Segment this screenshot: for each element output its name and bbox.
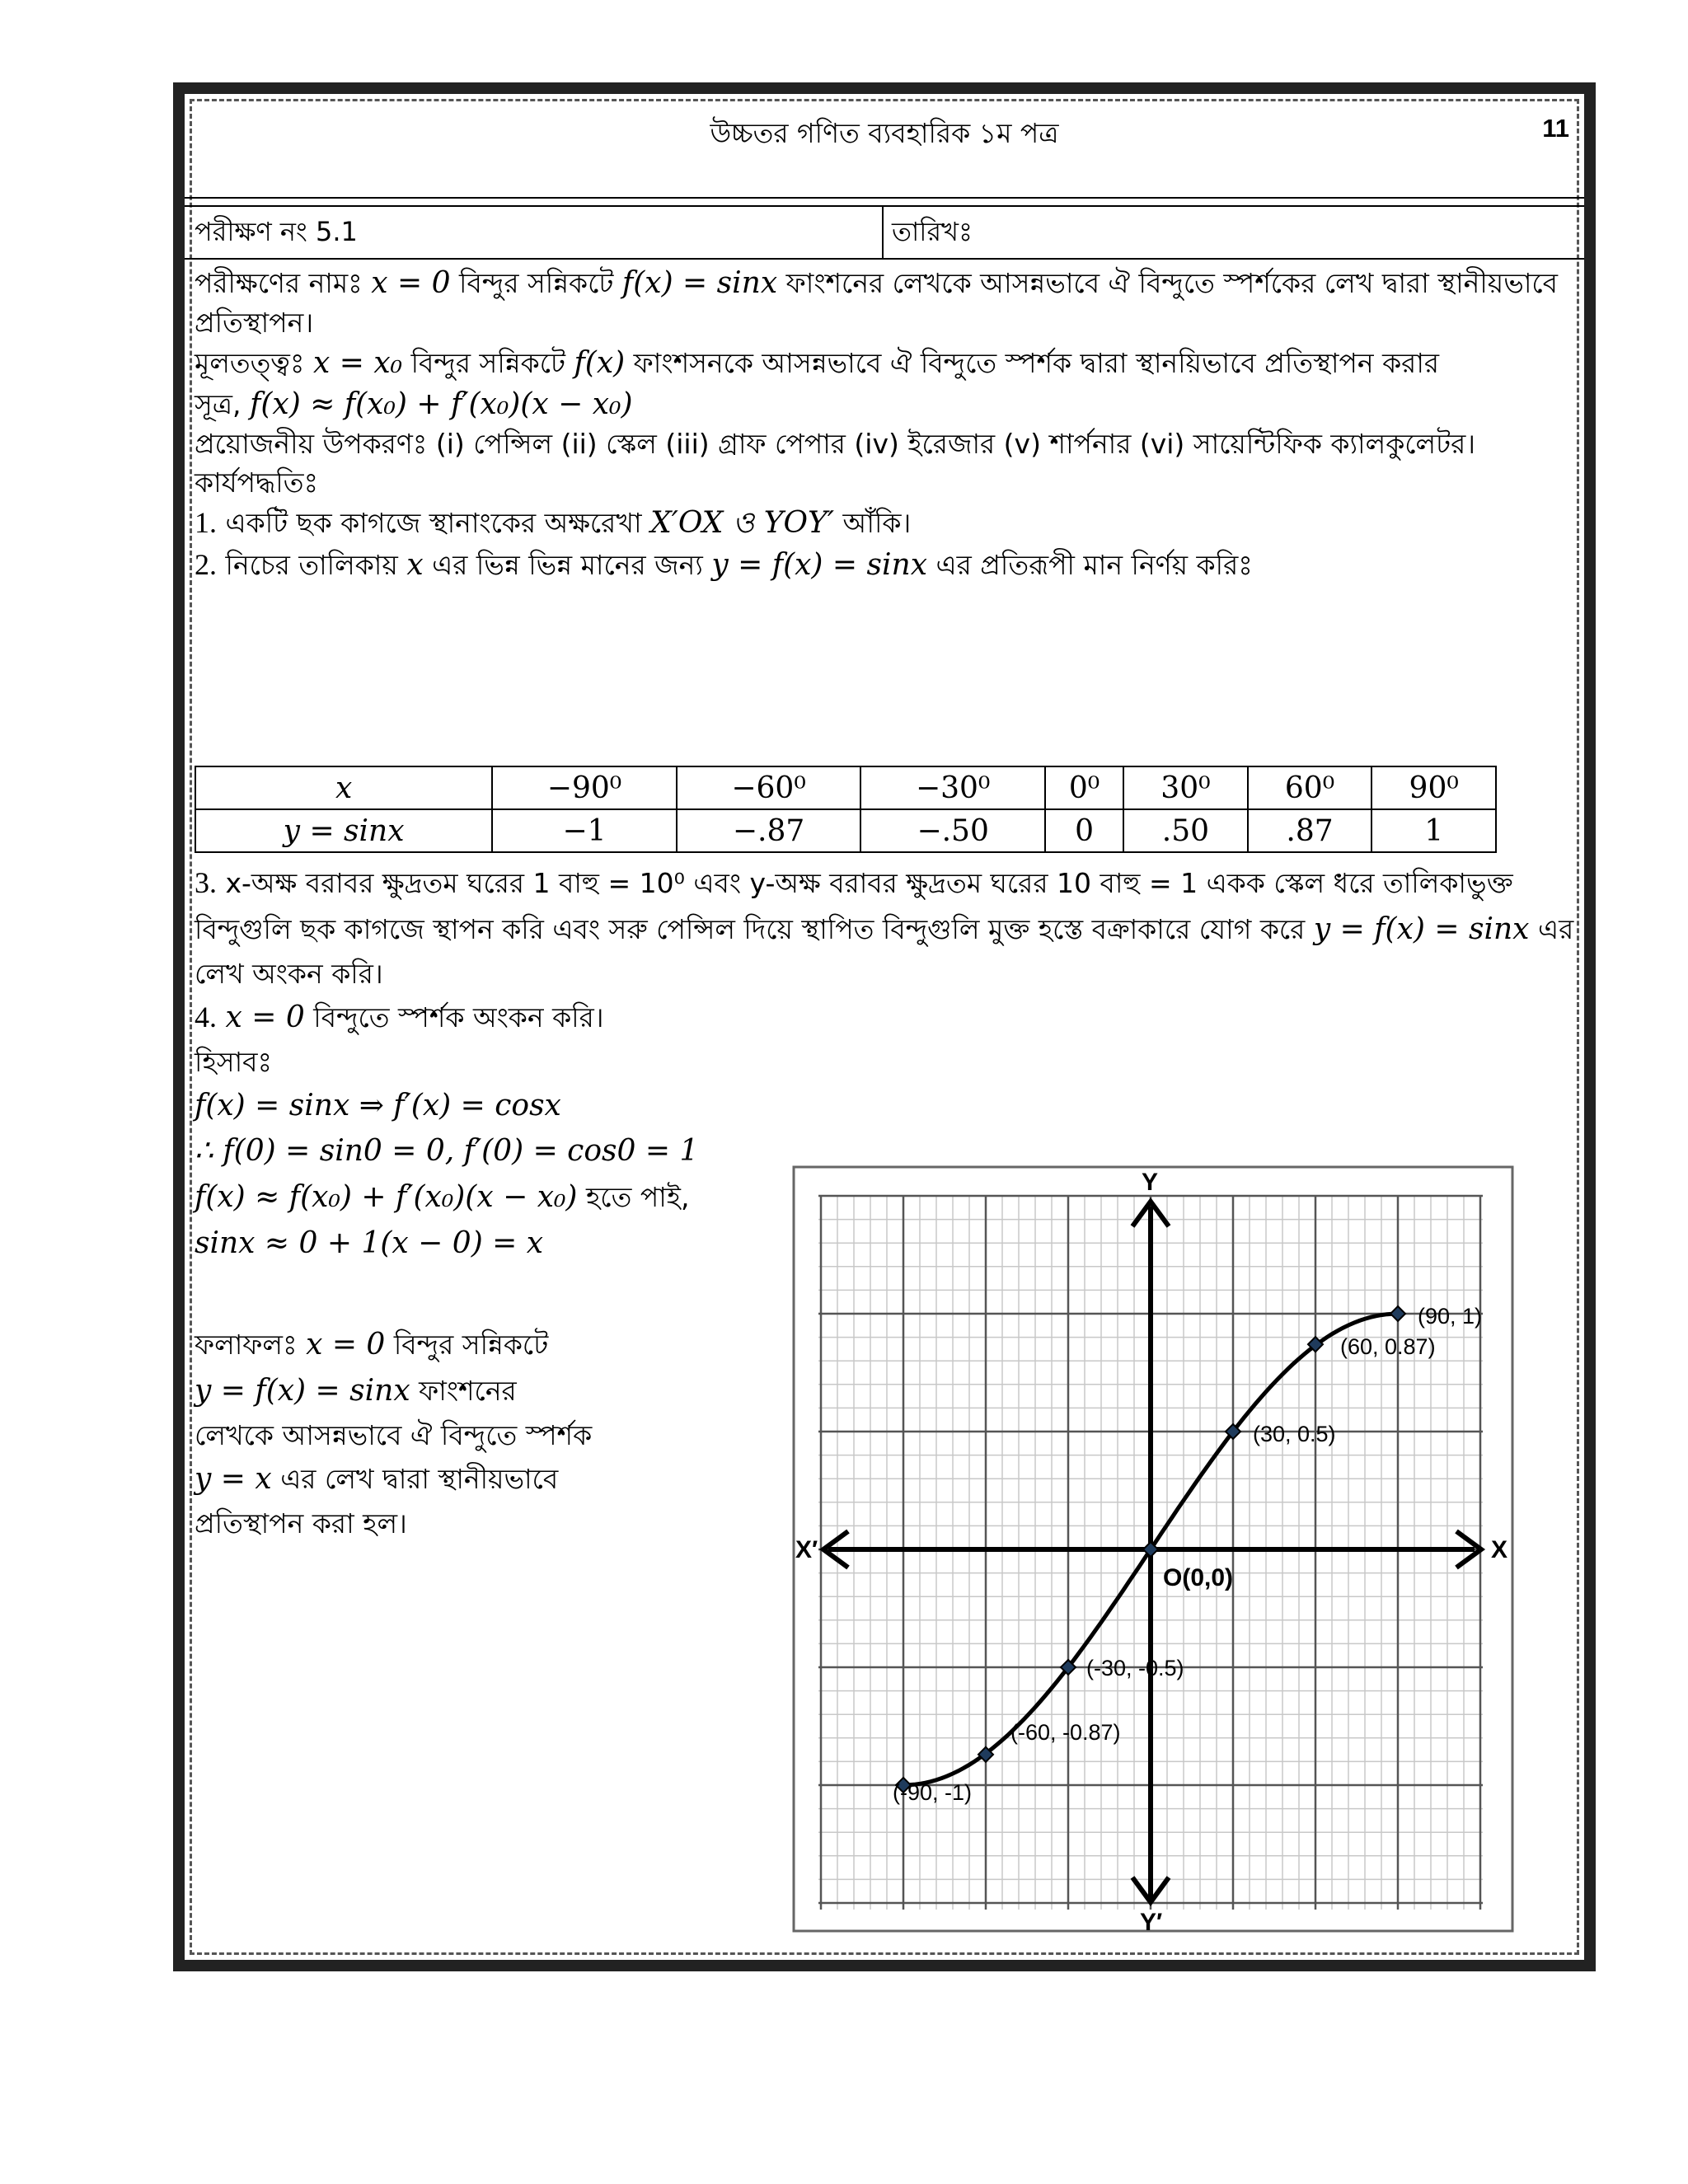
- result-eq2: y = f(x) = sinx: [195, 1373, 410, 1408]
- formula-line: [195, 384, 1574, 425]
- data-point-label: (30, 0.5): [1253, 1422, 1336, 1446]
- axis-label-x-neg: X′: [795, 1536, 818, 1563]
- theory-eq: x = x₀: [313, 345, 403, 380]
- name-eq2: f(x) = sinx: [621, 266, 778, 300]
- table-cell: −.50: [860, 809, 1045, 852]
- step2-x: x: [406, 548, 424, 583]
- table-head-x: x: [195, 766, 492, 809]
- page-title: উচ্চতর গণিত ব্যবহারিক ১ম পত্র: [710, 117, 1059, 149]
- step-3: [195, 860, 1574, 995]
- page-header: [185, 94, 1584, 199]
- data-point-label: (-90, -1): [893, 1780, 973, 1805]
- data-point-label: (-30, -0.5): [1086, 1656, 1184, 1680]
- result-text2: ফাংশনের: [419, 1374, 517, 1407]
- axis-label-y-neg: Y′: [1140, 1909, 1163, 1934]
- name-rest: ফাংশনের লেখকে আসন্নভাবে ঐ বিন্দুতে স্পর্শকের লেখ দ্বারা স্থানীয়ভাবে প্রতিস্থাপন।: [195, 267, 1559, 340]
- axis-label-y: Y: [1142, 1169, 1159, 1196]
- step3-eq: y = f(x) = sinx: [1313, 912, 1530, 946]
- step4-number: 4.: [195, 1000, 217, 1033]
- table-cell: 90⁰: [1372, 766, 1496, 809]
- step2-eq: y = f(x) = sinx: [711, 548, 928, 583]
- table-cell: 60⁰: [1248, 766, 1372, 809]
- axis-label-x: X: [1491, 1536, 1508, 1563]
- data-point-label: (90, 1): [1418, 1304, 1483, 1329]
- result-text3: লেখকে আসন্নভাবে ঐ বিন্দুতে স্পর্শক: [195, 1418, 593, 1451]
- name-prefix: পরীক্ষণের নামঃ: [195, 267, 363, 299]
- calc-heading: হিসাবঃ: [195, 1045, 273, 1078]
- data-point-label: (-60, -0.87): [1010, 1719, 1121, 1745]
- step-4: [195, 995, 1574, 1041]
- calc-line-4: sinx ≈ 0 + 1(x − 0) = x: [195, 1226, 544, 1261]
- step4-text: বিন্দুতে স্পর্শক অংকন করি।: [313, 1001, 604, 1033]
- table-cell: −90⁰: [492, 766, 677, 809]
- values-table: [195, 766, 1497, 853]
- step3-b: y-অক্ষ বরাবর ক্ষুদ্রতম ঘরের 10 বাহু = 1 একক স্কেল ধরে তালিকাভুক্ত বিন্দুগুলি ছক কাগজে স্থাপন করি এবং সরু পেন্সিল দিয়ে স্থাপিত বিন্দুগুলি মুক্ত হস্তে বক্রাকারে যোগ করে: [195, 867, 1513, 945]
- table-row-x: [195, 766, 1496, 809]
- result-section: [195, 1322, 788, 1544]
- result-line-4: [195, 1456, 788, 1502]
- graph-svg: [790, 1164, 1516, 1934]
- calc3-text: হতে পাই,: [585, 1181, 690, 1214]
- step1-axes: X′OX ও YOY′: [650, 505, 834, 540]
- table-cell: 0: [1045, 809, 1123, 852]
- step2-b: এর ভিন্ন ভিন্ন মানের জন্য: [432, 549, 703, 582]
- experiment-row: [185, 205, 1584, 260]
- table-cell: 0⁰: [1045, 766, 1123, 809]
- step3-number: 3.: [195, 866, 217, 899]
- formula-prefix: সূত্র,: [195, 387, 241, 420]
- step3-end: এর লেখ অংকন করি।: [195, 912, 1574, 990]
- theory: [195, 343, 1574, 384]
- materials: [195, 425, 1574, 463]
- step-1: [195, 502, 1574, 544]
- page-frame: [173, 82, 1596, 1971]
- theory-rest: ফাংশসনকে আসন্নভাবে ঐ বিন্দুতে স্পর্শক দ্বারা স্থানয়িভাবে প্রতিস্থাপন করার: [633, 346, 1440, 379]
- calc3-eq: f(x) ≈ f(x₀) + f′(x₀)(x − x₀): [195, 1180, 578, 1215]
- step-2: [195, 544, 1574, 586]
- theory-prefix: মূলতত্ত্বঃ: [195, 346, 305, 379]
- step2-c: এর প্রতিরূপী মান নির্ণয় করিঃ: [935, 549, 1253, 582]
- result-eq1: x = 0: [306, 1328, 386, 1361]
- step2-number: 2.: [195, 548, 217, 582]
- procedure-heading: কার্যপদ্ধতিঃ: [195, 466, 319, 499]
- materials-list: (i) পেন্সিল (ii) স্কেল (iii) গ্রাফ পেপার (iv) ইরেজার (v) শার্পনার (vi) সায়েন্টিফিক ক্যালকুলেটর।: [435, 428, 1476, 461]
- theory-fx: f(x): [574, 345, 626, 380]
- table-cell: 30⁰: [1123, 766, 1248, 809]
- main-content: [195, 263, 1574, 587]
- result-line-1: [195, 1322, 788, 1368]
- theory-mid: বিন্দুর সন্নিকটে: [410, 346, 565, 379]
- date-field: তারিখঃ: [892, 216, 973, 247]
- name-mid: বিন্দুর সন্নিকটে: [459, 267, 614, 299]
- sine-graph: [790, 1164, 1516, 1934]
- result-text5: প্রতিস্থাপন করা হল।: [195, 1507, 407, 1540]
- result-text4: এর লেখ দ্বারা স্থানীয়ভাবে: [280, 1462, 559, 1495]
- table-head-y: y = sinx: [195, 809, 492, 852]
- materials-prefix: প্রয়োজনীয় উপকরণঃ: [195, 428, 428, 461]
- table-cell: .50: [1123, 809, 1248, 852]
- formula: f(x) ≈ f(x₀) + f′(x₀)(x − x₀): [250, 387, 633, 421]
- data-point-label: (60, 0.87): [1340, 1334, 1436, 1360]
- origin-label: O(0,0): [1163, 1564, 1234, 1591]
- step4-eq: x = 0: [225, 1000, 305, 1034]
- result-eq3: y = x: [195, 1461, 272, 1496]
- calc-line-1: f(x) = sinx ⇒ f′(x) = cosx: [195, 1088, 561, 1122]
- page-number: 11: [1542, 114, 1569, 143]
- table-cell: −1: [492, 809, 677, 852]
- table-cell: .87: [1248, 809, 1372, 852]
- table-cell: −30⁰: [860, 766, 1045, 809]
- calc-line-2: ∴ f(0) = sin0 = 0, f′(0) = cos0 = 1: [195, 1134, 699, 1169]
- result-prefix: ফলাফলঃ: [195, 1329, 298, 1361]
- table-row-y: [195, 809, 1496, 852]
- experiment-name: [195, 263, 1574, 343]
- step3-a: x-অক্ষ বরাবর ক্ষুদ্রতম ঘরের 1 বাহু = 10⁰ এবং: [225, 867, 742, 899]
- result-line-2: [195, 1368, 788, 1414]
- name-eq1: x = 0: [371, 266, 451, 300]
- table-cell: −60⁰: [677, 766, 861, 809]
- table-cell: 1: [1372, 809, 1496, 852]
- experiment-number: পরীক্ষণ নং 5.1: [185, 207, 884, 258]
- step1-number: 1.: [195, 505, 217, 539]
- step1-end: আঁকি।: [842, 506, 912, 539]
- step2-a: নিচের তালিকায়: [225, 549, 398, 582]
- step1-text: একটি ছক কাগজে স্থানাংকের অক্ষরেখা: [225, 506, 642, 539]
- table-cell: −.87: [677, 809, 861, 852]
- result-text1: বিন্দুর সন্নিকটে: [393, 1329, 549, 1361]
